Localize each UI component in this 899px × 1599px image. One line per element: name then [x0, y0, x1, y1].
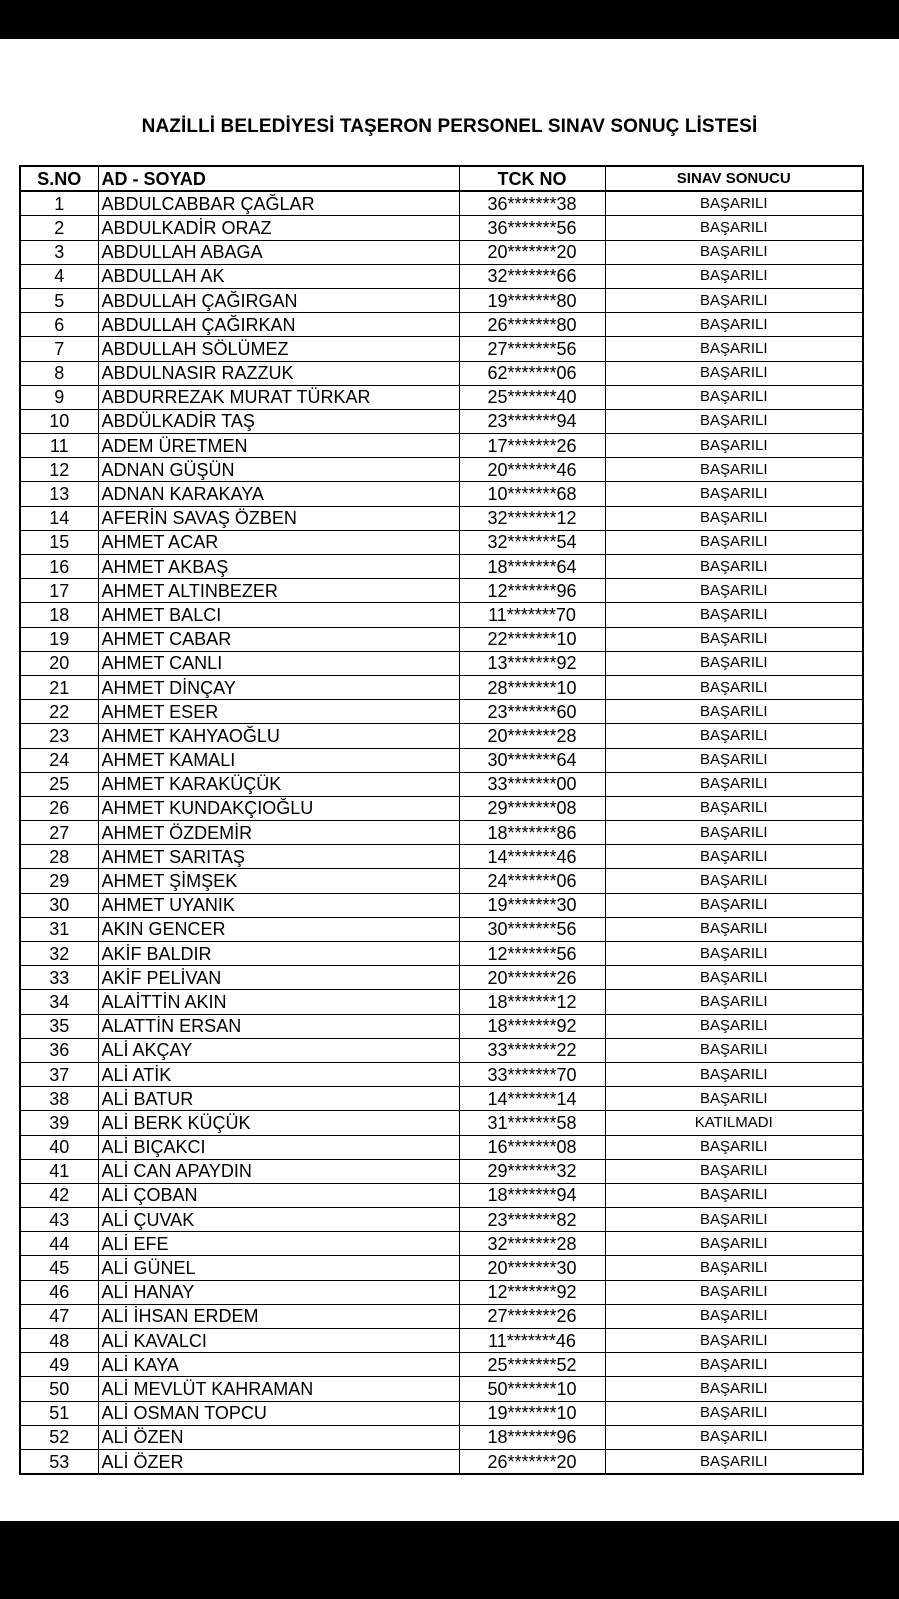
cell-tck: 26*******80: [459, 313, 605, 337]
cell-name: ALİ CAN APAYDIN: [98, 1159, 459, 1183]
cell-sno: 40: [20, 1135, 98, 1159]
table-row: [20, 845, 863, 869]
cell-sno: 25: [20, 772, 98, 796]
table-row: [20, 385, 863, 409]
cell-tck: 19*******10: [459, 1401, 605, 1425]
cell-name: AHMET DİNÇAY: [98, 675, 459, 699]
cell-sno: 1: [20, 191, 98, 216]
header-name: AD - SOYAD: [98, 166, 459, 191]
cell-sno: 6: [20, 313, 98, 337]
cell-result: BAŞARILI: [605, 917, 863, 941]
table-row: [20, 361, 863, 385]
cell-name: ABDULLAH AK: [98, 264, 459, 288]
cell-result: BAŞARILI: [605, 1087, 863, 1111]
cell-sno: 36: [20, 1038, 98, 1062]
table-row: [20, 1449, 863, 1474]
cell-name: ALİ İHSAN ERDEM: [98, 1304, 459, 1328]
cell-result: BAŞARILI: [605, 603, 863, 627]
cell-result: BAŞARILI: [605, 361, 863, 385]
table-row: [20, 1208, 863, 1232]
cell-result: BAŞARILI: [605, 555, 863, 579]
cell-sno: 10: [20, 409, 98, 433]
cell-name: ALİ KAVALCI: [98, 1329, 459, 1353]
cell-name: ADNAN GÜŞÜN: [98, 458, 459, 482]
cell-sno: 7: [20, 337, 98, 361]
cell-sno: 5: [20, 288, 98, 312]
cell-name: ABDULLAH SÖLÜMEZ: [98, 337, 459, 361]
cell-name: ABDÜLKADİR TAŞ: [98, 409, 459, 433]
cell-sno: 28: [20, 845, 98, 869]
cell-tck: 27*******26: [459, 1304, 605, 1328]
table-header-row: [20, 166, 863, 191]
cell-sno: 9: [20, 385, 98, 409]
cell-tck: 11*******46: [459, 1329, 605, 1353]
cell-name: ABDULNASIR RAZZUK: [98, 361, 459, 385]
table-row: [20, 579, 863, 603]
table-row: [20, 990, 863, 1014]
cell-result: BAŞARILI: [605, 1135, 863, 1159]
cell-result: BAŞARILI: [605, 821, 863, 845]
cell-result: BAŞARILI: [605, 1159, 863, 1183]
cell-tck: 24*******06: [459, 869, 605, 893]
cell-result: BAŞARILI: [605, 675, 863, 699]
table-row: [20, 1159, 863, 1183]
cell-tck: 25*******40: [459, 385, 605, 409]
table-row: [20, 337, 863, 361]
cell-name: ALİ ÇUVAK: [98, 1208, 459, 1232]
cell-result: BAŞARILI: [605, 1183, 863, 1207]
cell-sno: 42: [20, 1183, 98, 1207]
cell-tck: 19*******30: [459, 893, 605, 917]
cell-sno: 50: [20, 1377, 98, 1401]
cell-tck: 32*******66: [459, 264, 605, 288]
cell-tck: 20*******30: [459, 1256, 605, 1280]
cell-tck: 18*******64: [459, 555, 605, 579]
cell-tck: 62*******06: [459, 361, 605, 385]
cell-sno: 21: [20, 675, 98, 699]
cell-name: ABDURREZAK MURAT TÜRKAR: [98, 385, 459, 409]
cell-sno: 38: [20, 1087, 98, 1111]
cell-result: KATILMADI: [605, 1111, 863, 1135]
cell-name: AHMET KAMALI: [98, 748, 459, 772]
cell-name: AHMET ÖZDEMİR: [98, 821, 459, 845]
cell-sno: 19: [20, 627, 98, 651]
cell-name: ADEM ÜRETMEN: [98, 434, 459, 458]
cell-result: BAŞARILI: [605, 434, 863, 458]
table-row: [20, 458, 863, 482]
header-tck: TCK NO: [459, 166, 605, 191]
cell-sno: 26: [20, 796, 98, 820]
cell-result: BAŞARILI: [605, 724, 863, 748]
cell-result: BAŞARILI: [605, 482, 863, 506]
table-row: [20, 1232, 863, 1256]
cell-sno: 52: [20, 1425, 98, 1449]
cell-sno: 44: [20, 1232, 98, 1256]
cell-tck: 18*******94: [459, 1183, 605, 1207]
cell-name: ABDULCABBAR ÇAĞLAR: [98, 191, 459, 216]
cell-result: BAŞARILI: [605, 264, 863, 288]
cell-name: AHMET SARITAŞ: [98, 845, 459, 869]
cell-tck: 36*******38: [459, 191, 605, 216]
cell-tck: 18*******12: [459, 990, 605, 1014]
cell-sno: 27: [20, 821, 98, 845]
cell-tck: 14*******14: [459, 1087, 605, 1111]
cell-sno: 2: [20, 216, 98, 240]
cell-result: BAŞARILI: [605, 990, 863, 1014]
cell-result: BAŞARILI: [605, 1062, 863, 1086]
table-row: [20, 1111, 863, 1135]
cell-tck: 30*******64: [459, 748, 605, 772]
cell-result: BAŞARILI: [605, 772, 863, 796]
cell-name: AHMET ALTINBEZER: [98, 579, 459, 603]
cell-result: BAŞARILI: [605, 796, 863, 820]
cell-result: BAŞARILI: [605, 191, 863, 216]
cell-tck: 27*******56: [459, 337, 605, 361]
cell-tck: 29*******32: [459, 1159, 605, 1183]
table-row: [20, 966, 863, 990]
cell-sno: 8: [20, 361, 98, 385]
cell-name: ALİ AKÇAY: [98, 1038, 459, 1062]
cell-name: AKİF BALDIR: [98, 942, 459, 966]
cell-name: ALATTİN ERSAN: [98, 1014, 459, 1038]
cell-result: BAŞARILI: [605, 530, 863, 554]
cell-name: ALİ GÜNEL: [98, 1256, 459, 1280]
cell-name: ABDULLAH ÇAĞIRKAN: [98, 313, 459, 337]
cell-tck: 14*******46: [459, 845, 605, 869]
cell-tck: 19*******80: [459, 288, 605, 312]
cell-tck: 33*******70: [459, 1062, 605, 1086]
cell-tck: 32*******54: [459, 530, 605, 554]
table-row: [20, 216, 863, 240]
cell-name: AHMET BALCI: [98, 603, 459, 627]
cell-result: BAŞARILI: [605, 1449, 863, 1474]
table-row: [20, 240, 863, 264]
cell-result: BAŞARILI: [605, 1232, 863, 1256]
cell-result: BAŞARILI: [605, 1014, 863, 1038]
cell-result: BAŞARILI: [605, 409, 863, 433]
cell-tck: 20*******46: [459, 458, 605, 482]
table-row: [20, 1280, 863, 1304]
cell-tck: 11*******70: [459, 603, 605, 627]
table-row: [20, 893, 863, 917]
cell-tck: 10*******68: [459, 482, 605, 506]
cell-name: ABDULLAH ÇAĞIRGAN: [98, 288, 459, 312]
cell-name: AHMET AKBAŞ: [98, 555, 459, 579]
cell-sno: 23: [20, 724, 98, 748]
cell-tck: 33*******22: [459, 1038, 605, 1062]
cell-result: BAŞARILI: [605, 748, 863, 772]
cell-tck: 36*******56: [459, 216, 605, 240]
cell-name: ALİ ÖZEN: [98, 1425, 459, 1449]
table-row: [20, 1256, 863, 1280]
table-row: [20, 288, 863, 312]
cell-tck: 22*******10: [459, 627, 605, 651]
cell-tck: 28*******10: [459, 675, 605, 699]
cell-name: ALİ KAYA: [98, 1353, 459, 1377]
cell-result: BAŞARILI: [605, 506, 863, 530]
table-row: [20, 869, 863, 893]
header-result: SINAV SONUCU: [605, 166, 863, 191]
table-row: [20, 1135, 863, 1159]
table-row: [20, 1183, 863, 1207]
cell-result: BAŞARILI: [605, 1208, 863, 1232]
table-row: [20, 1038, 863, 1062]
cell-sno: 39: [20, 1111, 98, 1135]
cell-name: AKİF PELİVAN: [98, 966, 459, 990]
table-row: [20, 1014, 863, 1038]
cell-name: ALAİTTİN AKIN: [98, 990, 459, 1014]
cell-result: BAŞARILI: [605, 1353, 863, 1377]
cell-name: ADNAN KARAKAYA: [98, 482, 459, 506]
cell-name: ABDULKADİR ORAZ: [98, 216, 459, 240]
cell-sno: 15: [20, 530, 98, 554]
table-row: [20, 627, 863, 651]
cell-sno: 3: [20, 240, 98, 264]
table-row: [20, 603, 863, 627]
table-row: [20, 675, 863, 699]
cell-name: AHMET UYANIK: [98, 893, 459, 917]
cell-name: ALİ HANAY: [98, 1280, 459, 1304]
cell-sno: 41: [20, 1159, 98, 1183]
cell-tck: 12*******96: [459, 579, 605, 603]
cell-sno: 35: [20, 1014, 98, 1038]
cell-name: ALİ ÖZER: [98, 1449, 459, 1474]
cell-tck: 16*******08: [459, 1135, 605, 1159]
cell-sno: 18: [20, 603, 98, 627]
bottom-black-bar: [0, 1521, 899, 1599]
cell-name: ALİ ATİK: [98, 1062, 459, 1086]
cell-result: BAŞARILI: [605, 337, 863, 361]
cell-name: AHMET CABAR: [98, 627, 459, 651]
cell-result: BAŞARILI: [605, 458, 863, 482]
cell-sno: 43: [20, 1208, 98, 1232]
cell-sno: 20: [20, 651, 98, 675]
cell-tck: 20*******26: [459, 966, 605, 990]
cell-sno: 34: [20, 990, 98, 1014]
cell-sno: 13: [20, 482, 98, 506]
cell-name: AHMET CANLI: [98, 651, 459, 675]
cell-tck: 18*******86: [459, 821, 605, 845]
table-row: [20, 796, 863, 820]
cell-result: BAŞARILI: [605, 845, 863, 869]
cell-name: AHMET ACAR: [98, 530, 459, 554]
cell-tck: 32*******12: [459, 506, 605, 530]
cell-name: AHMET ESER: [98, 700, 459, 724]
cell-name: AHMET KAHYAOĞLU: [98, 724, 459, 748]
cell-result: BAŞARILI: [605, 893, 863, 917]
table-row: [20, 530, 863, 554]
cell-result: BAŞARILI: [605, 313, 863, 337]
cell-sno: 16: [20, 555, 98, 579]
table-row: [20, 1329, 863, 1353]
table-row: [20, 1377, 863, 1401]
cell-result: BAŞARILI: [605, 288, 863, 312]
cell-name: ALİ BERK KÜÇÜK: [98, 1111, 459, 1135]
cell-name: ALİ ÇOBAN: [98, 1183, 459, 1207]
cell-sno: 4: [20, 264, 98, 288]
cell-sno: 22: [20, 700, 98, 724]
cell-sno: 53: [20, 1449, 98, 1474]
page-title: NAZİLLİ BELEDİYESİ TAŞERON PERSONEL SINAV SONUÇ LİSTESİ: [141, 116, 758, 137]
table-row: [20, 1087, 863, 1111]
cell-tck: 23*******94: [459, 409, 605, 433]
cell-tck: 23*******60: [459, 700, 605, 724]
table-row: [20, 409, 863, 433]
cell-tck: 17*******26: [459, 434, 605, 458]
cell-sno: 24: [20, 748, 98, 772]
cell-name: ALİ OSMAN TOPCU: [98, 1401, 459, 1425]
table-row: [20, 1353, 863, 1377]
cell-tck: 20*******28: [459, 724, 605, 748]
cell-result: BAŞARILI: [605, 869, 863, 893]
cell-tck: 12*******92: [459, 1280, 605, 1304]
table-row: [20, 1425, 863, 1449]
cell-result: BAŞARILI: [605, 579, 863, 603]
cell-sno: 49: [20, 1353, 98, 1377]
cell-name: AHMET KARAKÜÇÜK: [98, 772, 459, 796]
cell-result: BAŞARILI: [605, 240, 863, 264]
cell-result: BAŞARILI: [605, 216, 863, 240]
cell-tck: 31*******58: [459, 1111, 605, 1135]
cell-tck: 12*******56: [459, 942, 605, 966]
cell-tck: 50*******10: [459, 1377, 605, 1401]
cell-result: BAŞARILI: [605, 1425, 863, 1449]
cell-name: AHMET KUNDAKÇIOĞLU: [98, 796, 459, 820]
cell-result: BAŞARILI: [605, 385, 863, 409]
cell-tck: 13*******92: [459, 651, 605, 675]
cell-sno: 47: [20, 1304, 98, 1328]
table-row: [20, 1401, 863, 1425]
cell-tck: 23*******82: [459, 1208, 605, 1232]
cell-sno: 12: [20, 458, 98, 482]
cell-sno: 48: [20, 1329, 98, 1353]
cell-name: AFERİN SAVAŞ ÖZBEN: [98, 506, 459, 530]
cell-result: BAŞARILI: [605, 1401, 863, 1425]
table-row: [20, 651, 863, 675]
table-row: [20, 772, 863, 796]
cell-result: BAŞARILI: [605, 1038, 863, 1062]
cell-tck: 32*******28: [459, 1232, 605, 1256]
top-black-bar: [0, 0, 899, 39]
cell-result: BAŞARILI: [605, 627, 863, 651]
table-row: [20, 700, 863, 724]
cell-result: BAŞARILI: [605, 1377, 863, 1401]
table-row: [20, 724, 863, 748]
table-row: [20, 917, 863, 941]
cell-result: BAŞARILI: [605, 966, 863, 990]
table-row: [20, 482, 863, 506]
cell-result: BAŞARILI: [605, 651, 863, 675]
table-row: [20, 264, 863, 288]
table-row: [20, 313, 863, 337]
table-row: [20, 821, 863, 845]
cell-sno: 29: [20, 869, 98, 893]
cell-result: BAŞARILI: [605, 942, 863, 966]
results-table: [19, 165, 864, 1475]
cell-name: AKIN GENCER: [98, 917, 459, 941]
cell-sno: 30: [20, 893, 98, 917]
table-row: [20, 191, 863, 216]
cell-tck: 18*******96: [459, 1425, 605, 1449]
table-body: [20, 191, 863, 1474]
cell-result: BAŞARILI: [605, 1256, 863, 1280]
table-row: [20, 555, 863, 579]
cell-tck: 20*******20: [459, 240, 605, 264]
cell-tck: 30*******56: [459, 917, 605, 941]
cell-tck: 25*******52: [459, 1353, 605, 1377]
cell-name: ALİ BIÇAKCI: [98, 1135, 459, 1159]
cell-sno: 37: [20, 1062, 98, 1086]
cell-result: BAŞARILI: [605, 1329, 863, 1353]
cell-sno: 11: [20, 434, 98, 458]
cell-sno: 51: [20, 1401, 98, 1425]
cell-sno: 33: [20, 966, 98, 990]
cell-sno: 46: [20, 1280, 98, 1304]
table-row: [20, 1304, 863, 1328]
cell-result: BAŞARILI: [605, 700, 863, 724]
cell-sno: 17: [20, 579, 98, 603]
table-row: [20, 506, 863, 530]
table-row: [20, 1062, 863, 1086]
cell-sno: 45: [20, 1256, 98, 1280]
cell-tck: 33*******00: [459, 772, 605, 796]
cell-tck: 29*******08: [459, 796, 605, 820]
cell-name: ALİ BATUR: [98, 1087, 459, 1111]
cell-name: AHMET ŞİMŞEK: [98, 869, 459, 893]
cell-name: ALİ MEVLÜT KAHRAMAN: [98, 1377, 459, 1401]
cell-result: BAŞARILI: [605, 1280, 863, 1304]
cell-result: BAŞARILI: [605, 1304, 863, 1328]
table-row: [20, 748, 863, 772]
cell-sno: 14: [20, 506, 98, 530]
cell-tck: 18*******92: [459, 1014, 605, 1038]
cell-name: ALİ EFE: [98, 1232, 459, 1256]
header-sno: S.NO: [20, 166, 98, 191]
cell-name: ABDULLAH ABAGA: [98, 240, 459, 264]
cell-tck: 26*******20: [459, 1449, 605, 1474]
table-row: [20, 434, 863, 458]
cell-sno: 32: [20, 942, 98, 966]
cell-sno: 31: [20, 917, 98, 941]
table-row: [20, 942, 863, 966]
